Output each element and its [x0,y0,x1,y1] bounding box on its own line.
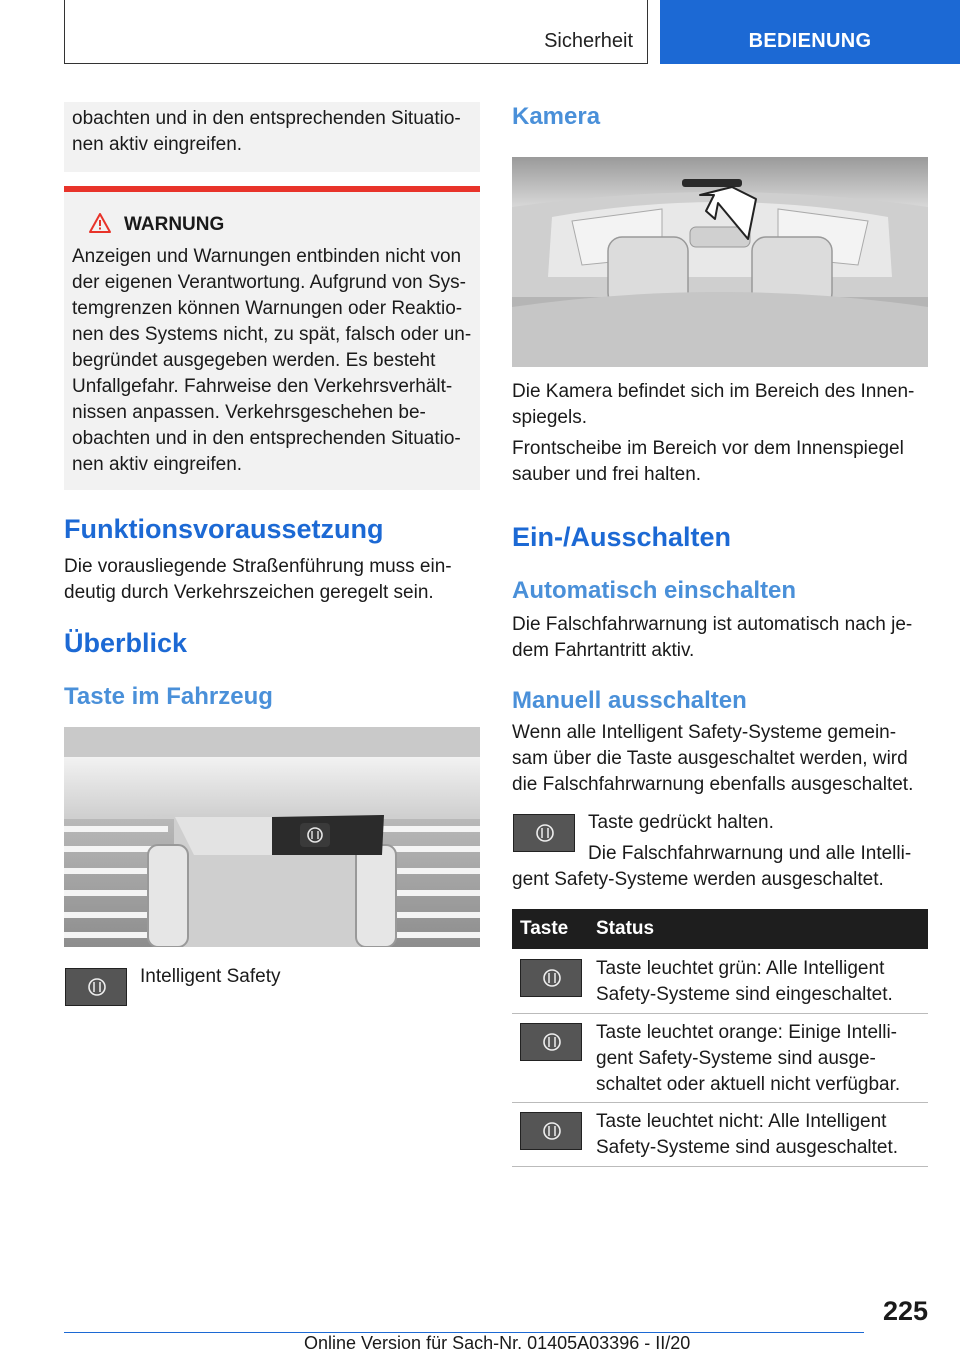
auto-paragraph [512,612,912,664]
warning-line: obachten und in den entsprechenden Situatio- [72,428,461,449]
button-orange-icon [520,1023,582,1061]
warning-title: WARNUNG [124,214,225,235]
text-line: Die vorausliegende Straßenführung muss ein- [64,556,452,577]
kamera-paragraph-1 [512,379,914,431]
warning-line: begründet ausgegeben werden. Es besteht [72,350,436,371]
header-chapter-tab [660,0,960,64]
text-line: deutig durch Verkehrszeichen geregelt sein. [64,582,434,603]
warning-line: Unfallgefahr. Fahrweise den Verkehrsverhält- [72,376,453,397]
text-line: Safety-Systeme sind eingeschaltet. [596,984,893,1005]
text-line: Frontscheibe im Bereich vor dem Innenspiegel [512,438,904,459]
status-text [596,1109,898,1161]
intelligent-safety-button-icon [65,968,127,1006]
warning-line: nen des Systems nicht, zu spät, falsch oder un- [72,324,472,345]
text-line: sam über die Taste ausgeschaltet werden, wird [512,748,908,769]
table-row [512,949,928,1014]
warning-line: der eigenen Verantwortung. Aufgrund von Sys- [72,272,466,293]
manuell-paragraph [512,720,913,798]
camera-location-photo [512,157,928,367]
text-line: sauber und frei halten. [512,464,702,485]
text-line: die Falschfahrwarnung ebenfalls ausgeschaltet. [512,774,914,795]
table-row [512,1102,928,1167]
status-text [596,1020,900,1098]
icon-caption: Intelligent Safety [140,966,281,987]
warning-box [64,192,480,490]
text-line: Safety-Systeme sind ausgeschaltet. [596,1137,899,1158]
vehicle-button-photo [64,727,480,947]
table-header-taste: Taste [520,918,569,939]
warning-line: Anzeigen und Warnungen entbinden nicht von [72,246,462,267]
text-line: gent Safety-Systeme sind ausge- [596,1048,876,1069]
header-section-label: Sicherheit [544,30,633,52]
table-row [512,1013,928,1103]
heading-manuell-ausschalten: Manuell ausschalten [512,687,747,714]
text-line: Taste leuchtet nicht: Alle Intelligent [596,1111,887,1132]
text-line: Die Kamera befindet sich im Bereich des Innen- [512,381,915,402]
text-line: Taste leuchtet grün: Alle Intelligent [596,958,885,979]
text-line: Die Falschfahrwarnung ist automatisch nach je- [512,614,913,635]
text-line: Taste leuchtet orange: Einige Intelli- [596,1022,898,1043]
step-press-button: Taste gedrückt halten. [588,812,774,833]
continued-warning-box [64,102,480,172]
button-off-icon [520,1112,582,1150]
heading-automatisch-einschalten: Automatisch einschalten [512,577,797,604]
heading-ein-ausschalten: Ein-/Ausschalten [512,522,732,552]
continued-warning-text: obachten und in den entsprechenden Situatio- nen aktiv eingreifen. [72,108,461,155]
step-result-line-1: Die Falschfahrwarnung und alle Intelli- [588,843,912,864]
heading-taste-im-fahrzeug: Taste im Fahrzeug [64,683,273,710]
button-green-icon [520,959,582,997]
header-section-tab [64,0,648,64]
page-number: 225 [882,1296,928,1326]
heading-ueberblick: Überblick [64,628,188,658]
text-line: spiegels. [512,407,587,428]
text-line: dem Fahrtantritt aktiv. [512,640,695,661]
funktion-paragraph [64,554,452,606]
intelligent-safety-button-icon [513,814,575,852]
step-result-line-2: gent Safety-Systeme werden ausgeschaltet. [512,869,884,890]
footer-online-version: Online Version für Sach-Nr. 01405A03396 - II/20 [304,1333,691,1353]
heading-funktionsvoraussetzung: Funktionsvoraussetzung [64,514,384,544]
warning-line: temgrenzen können Warnungen oder Reaktio- [72,298,463,319]
warning-line: nen aktiv eingreifen. [72,454,243,475]
text-line: Wenn alle Intelligent Safety-Systeme gemein- [512,722,897,743]
kamera-paragraph-2 [512,436,904,488]
warning-line: nissen anpassen. Verkehrsgeschehen be- [72,402,426,423]
status-table-header [512,909,928,949]
table-header-status: Status [596,918,655,939]
heading-kamera: Kamera [512,103,601,130]
warning-body [72,244,482,478]
header-chapter-label: BEDIENUNG [748,30,872,52]
warning-triangle-icon [88,212,112,234]
status-text [596,956,893,1008]
text-line: schaltet oder aktuell nicht verfügbar. [596,1074,901,1095]
